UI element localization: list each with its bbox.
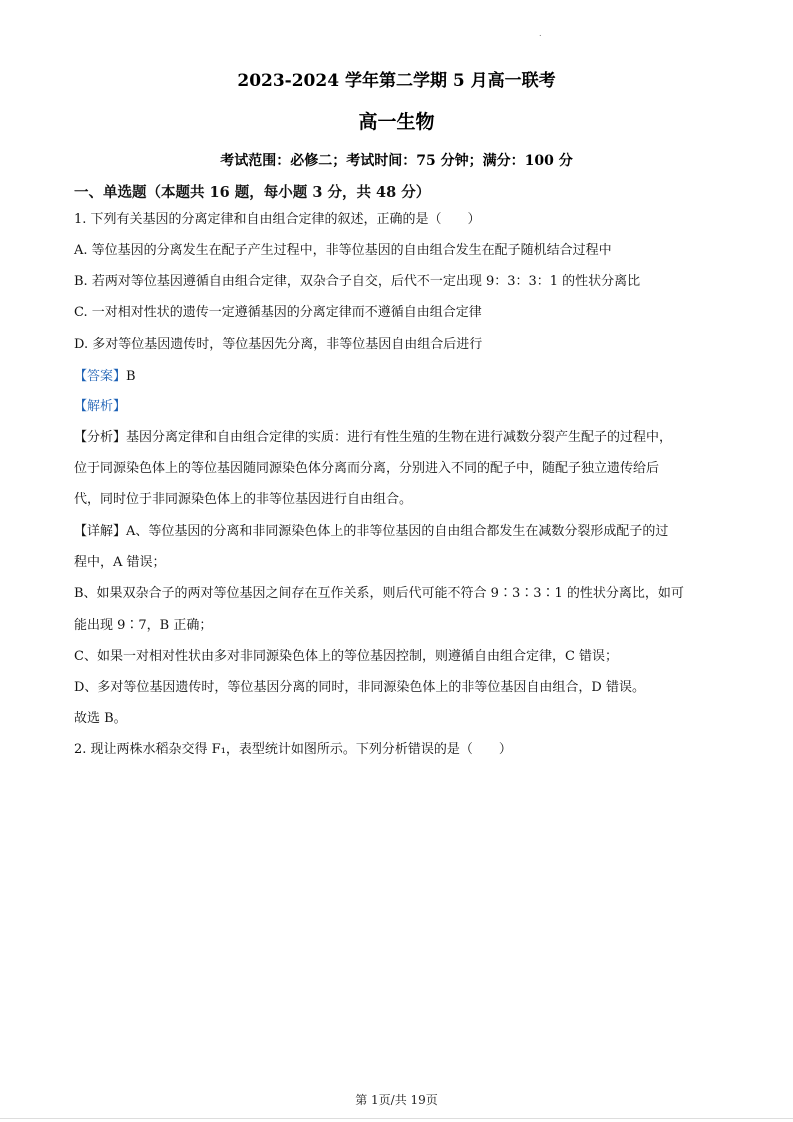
xiangjie-paragraph-line-2: 程中，A 错误； xyxy=(74,555,166,570)
analysis-line xyxy=(74,398,126,416)
question-2-stem: 2. 现让两株水稻杂交得 F₁，表型统计如图所示。下列分析错误的是（ ） xyxy=(74,742,512,757)
conclusion-line: 故选 B。 xyxy=(74,711,127,726)
question-1-stem: 1. 下列有关基因的分离定律和自由组合定律的叙述，正确的是（ ） xyxy=(74,212,481,227)
corner-mark: . xyxy=(539,29,542,38)
answer-line xyxy=(74,368,136,386)
fenxi-tag: 【分析】 xyxy=(74,430,127,445)
exam-info: 考试范围：必修二；考试时间：75 分钟；满分：100 分 xyxy=(220,153,573,169)
analysis-tag: 【解析】 xyxy=(74,399,127,414)
fenxi-text-1: 基因分离定律和自由组合定律的实质：进行有性生殖的生物在进行减数分裂产生配子的过程中， xyxy=(126,430,673,445)
xiangjie-paragraph-line-1 xyxy=(74,523,668,541)
section-heading: 一、单选题（本题共 16 题，每小题 3 分，共 48 分） xyxy=(74,184,431,201)
explain-d-line: D、多对等位基因遗传时，等位基因分离的同时，非同源染色体上的非等位基因自由组合，D 错误。 xyxy=(74,680,645,695)
fenxi-paragraph-line-2: 位于同源染色体上的等位基因随同源染色体分离而分离，分别进入不同的配子中，随配子独立遗传给后 xyxy=(74,461,660,476)
explain-b-line-2: 能出现 9∶7，B 正确； xyxy=(74,618,213,633)
question-1-option-a: A. 等位基因的分离发生在配子产生过程中，非等位基因的自由组合发生在配子随机结合过程中 xyxy=(74,243,612,258)
bottom-divider xyxy=(0,1118,793,1119)
question-1-option-d: D. 多对等位基因遗传时，等位基因先分离，非等位基因自由组合后进行 xyxy=(74,337,483,352)
answer-value: B xyxy=(126,369,136,384)
page-number: 第 1页/共 19页 xyxy=(355,1093,438,1107)
fenxi-paragraph-line-1 xyxy=(74,429,672,447)
answer-tag: 【答案】 xyxy=(74,369,127,384)
question-1-option-c: C. 一对相对性状的遗传一定遵循基因的分离定律而不遵循自由组合定律 xyxy=(74,305,482,320)
question-1-option-b: B. 若两对等位基因遵循自由组合定律，双杂合子自交，后代不一定出现 9：3：3：1 的性状分离比 xyxy=(74,274,641,289)
xiangjie-text-1: A、等位基因的分离和非同源染色体上的非等位基因的自由组合都发生在减数分裂形成配子的过 xyxy=(126,524,669,539)
fenxi-paragraph-line-3: 代，同时位于非同源染色体上的非等位基因进行自由组合。 xyxy=(74,492,413,507)
xiangjie-tag: 【详解】 xyxy=(74,524,127,539)
subject-title: 高一生物 xyxy=(358,111,435,133)
explain-c-line: C、如果一对相对性状由多对非同源染色体上的等位基因控制，则遵循自由组合定律，C 错误； xyxy=(74,649,619,664)
exam-title: 2023-2024 学年第二学期 5 月高一联考 xyxy=(237,71,556,91)
explain-b-line-1: B、如果双杂合子的两对等位基因之间存在互作关系，则后代可能不符合 9∶3∶3∶1 的性状分离比，如可 xyxy=(74,586,684,601)
